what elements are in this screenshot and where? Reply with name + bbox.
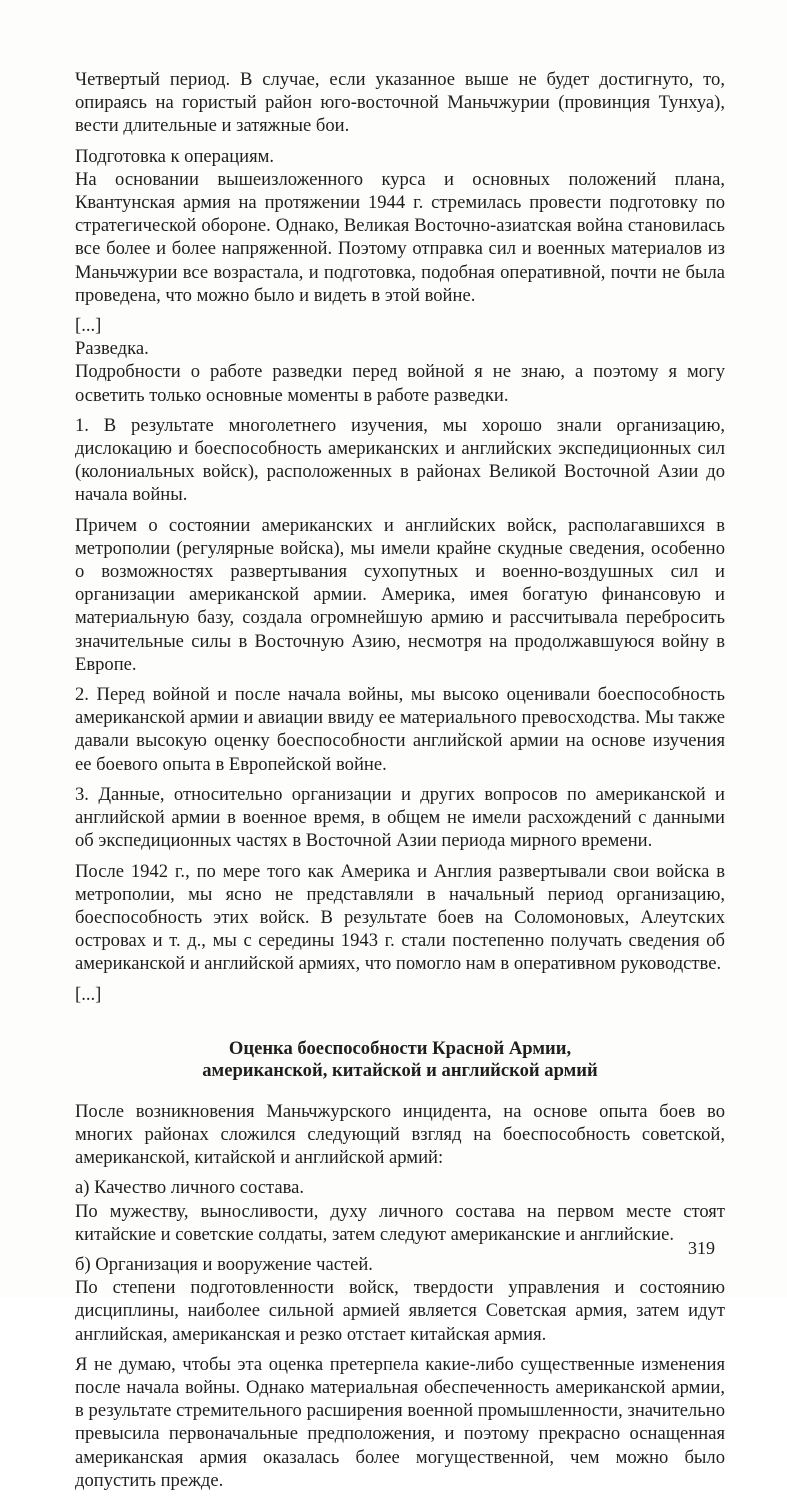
paragraph-item-a: а) Качество личного состава.: [75, 1177, 305, 1199]
section-heading: [75, 1038, 725, 1082]
paragraph-metropolis: Причем о состоянии американских и английских войск, располагавшихся в метрополии (регулярные войска), мы имели крайне скудные сведения, особенно о возможностях развертывания сухопутных и военно-воздушных сил и организации американской армии. Америка, имея богатую финансовую и материальную базу, создала огромнейшую армию и рассчитывала перебросить значительные силы в Восточную Азию, несмотря на продолжавшуюся войну в Европе.: [75, 514, 725, 675]
paragraph-point-two: 2. Перед войной и после начала войны, мы высоко оценивали боеспособность американской армии и авиации ввиду ее материального превосходства. Мы также давали высокую оценку боеспособности английской армии на основе изучения ее боевого опыта в Европейской войне.: [75, 684, 725, 775]
paragraph-point-three: 3. Данные, относительно организации и других вопросов по американской и английской армии в военное время, в общем не имели расхождений с данными об экспедиционных частях в Восточной Азии периода мирного времени.: [75, 783, 725, 852]
paragraph-preparation-text: На основании вышеизложенного курса и основных положений плана, Квантунская армия на протяжении 1944 г. стремилась провести подготовку по стратегической обороне. Однако, Великая Восточно-азиатская война становилась все более и более напряженной. Поэтому отправка сил и военных материалов из Маньчжурии все возрастала, и подготовка, подобная оперативной, почти не была проведена, что можно было и видеть в этой войне.: [75, 168, 725, 306]
paragraph-discipline: По степени подготовленности войск, твердости управления и состоянию дисциплины, наиболее сильной армией является Советская армия, затем идут английская, американская и резко отстает китайская армия.: [75, 1277, 725, 1345]
paragraph-preparation-title: Подготовка к операциям.: [75, 145, 275, 167]
paragraph-intelligence-title: Разведка.: [75, 338, 149, 360]
page-number: 319: [688, 1238, 715, 1258]
page-body: [75, 68, 725, 1499]
paragraph-intelligence-intro: Подробности о работе разведки перед войной я не знаю, а поэтому я могу осветить только основные моменты в работе разведки.: [75, 361, 725, 406]
section-heading-line-2: американской, китайской и английской армий: [202, 1059, 598, 1081]
paragraph-point-one: 1. В результате многолетнего изучения, мы хорошо знали организацию, дислокацию и боеспособность американских и английских экспедиционных сил (колониальных войск), расположенных в районах Великой Восточной Азии до начала войны.: [75, 414, 725, 506]
paragraph-period-four: Четвертый период. В случае, если указанное выше не будет достигнуто, то, опираясь на гористый район юго-восточной Маньчжурии (провинция Тунхуа), вести длительные и затяжные бои.: [75, 69, 725, 137]
paragraph-omission: [...]: [75, 315, 102, 337]
paragraph-item-b: б) Организация и вооружение частей.: [75, 1253, 373, 1275]
paragraph-courage: По мужеству, выносливости, духу личного состава на первом месте стоят китайские и советские солдаты, затем следуют американские и английские.: [75, 1200, 725, 1245]
section-heading-line-1: Оценка боеспособности Красной Армии,: [228, 1037, 572, 1059]
paragraph-after-1942: После 1942 г., по мере того как Америка и Англия развертывали свои войска в метрополии, мы ясно не представляли в начальный период организацию, боеспособность этих войск. В результате боев на Соломоновых, Алеутских островах и т. д., мы с середины 1943 г. стали постепенно получать сведения об американской и английской армиях, что помогло нам в оперативном руководстве.: [75, 860, 725, 975]
paragraph-manchurian-incident: После возникновения Маньчжурского инцидента, на основе опыта боев во многих районах сложился следующий взгляд на боеспособность советской, американской, китайской и английской армий:: [75, 1100, 725, 1169]
paragraph-assessment: Я не думаю, чтобы эта оценка претерпела какие-либо существенные изменения после начала войны. Однако материальная обеспеченность американской армии, в результате стремительного расширения военной промышленности, значительно превысила первоначальные предположения, и поэтому прекрасно оснащенная американская армия оказалась более могущественной, чем можно было допустить прежде.: [75, 1353, 725, 1491]
paragraph-omission-2: [...]: [75, 983, 102, 1005]
